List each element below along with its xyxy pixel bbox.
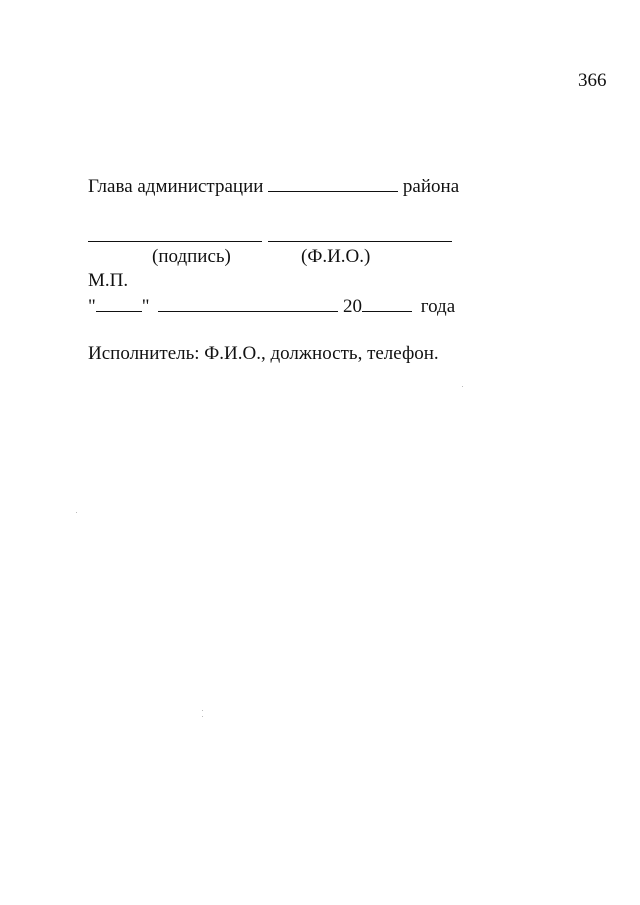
date-day-blank[interactable] — [96, 294, 142, 312]
full-name-blank[interactable] — [268, 241, 452, 242]
district-name-blank[interactable] — [268, 174, 398, 192]
date-line — [88, 294, 455, 318]
full-name-caption: (Ф.И.О.) — [301, 246, 371, 267]
date-month-blank[interactable] — [158, 294, 338, 312]
scan-speck — [76, 512, 77, 513]
seal-label: М.П. — [88, 270, 129, 291]
executor-line: Исполнитель: Ф.И.О., должность, телефон. — [88, 343, 439, 364]
scan-speck — [202, 716, 203, 717]
date-quote-open: " — [88, 296, 96, 317]
scan-speck — [462, 386, 463, 387]
scan-speck — [202, 710, 203, 711]
signature-caption: (подпись) — [152, 246, 231, 267]
signature-blank[interactable] — [88, 241, 262, 242]
head-suffix-text: района — [402, 176, 460, 197]
date-suffix-text: года — [420, 296, 456, 317]
date-year-prefix: 20 — [343, 296, 363, 317]
date-quote-close: " — [141, 296, 150, 317]
head-prefix-text: Глава администрации — [88, 176, 264, 197]
head-of-administration-line — [88, 174, 459, 198]
page-number: 366 — [578, 70, 607, 91]
date-year-blank[interactable] — [362, 294, 412, 312]
